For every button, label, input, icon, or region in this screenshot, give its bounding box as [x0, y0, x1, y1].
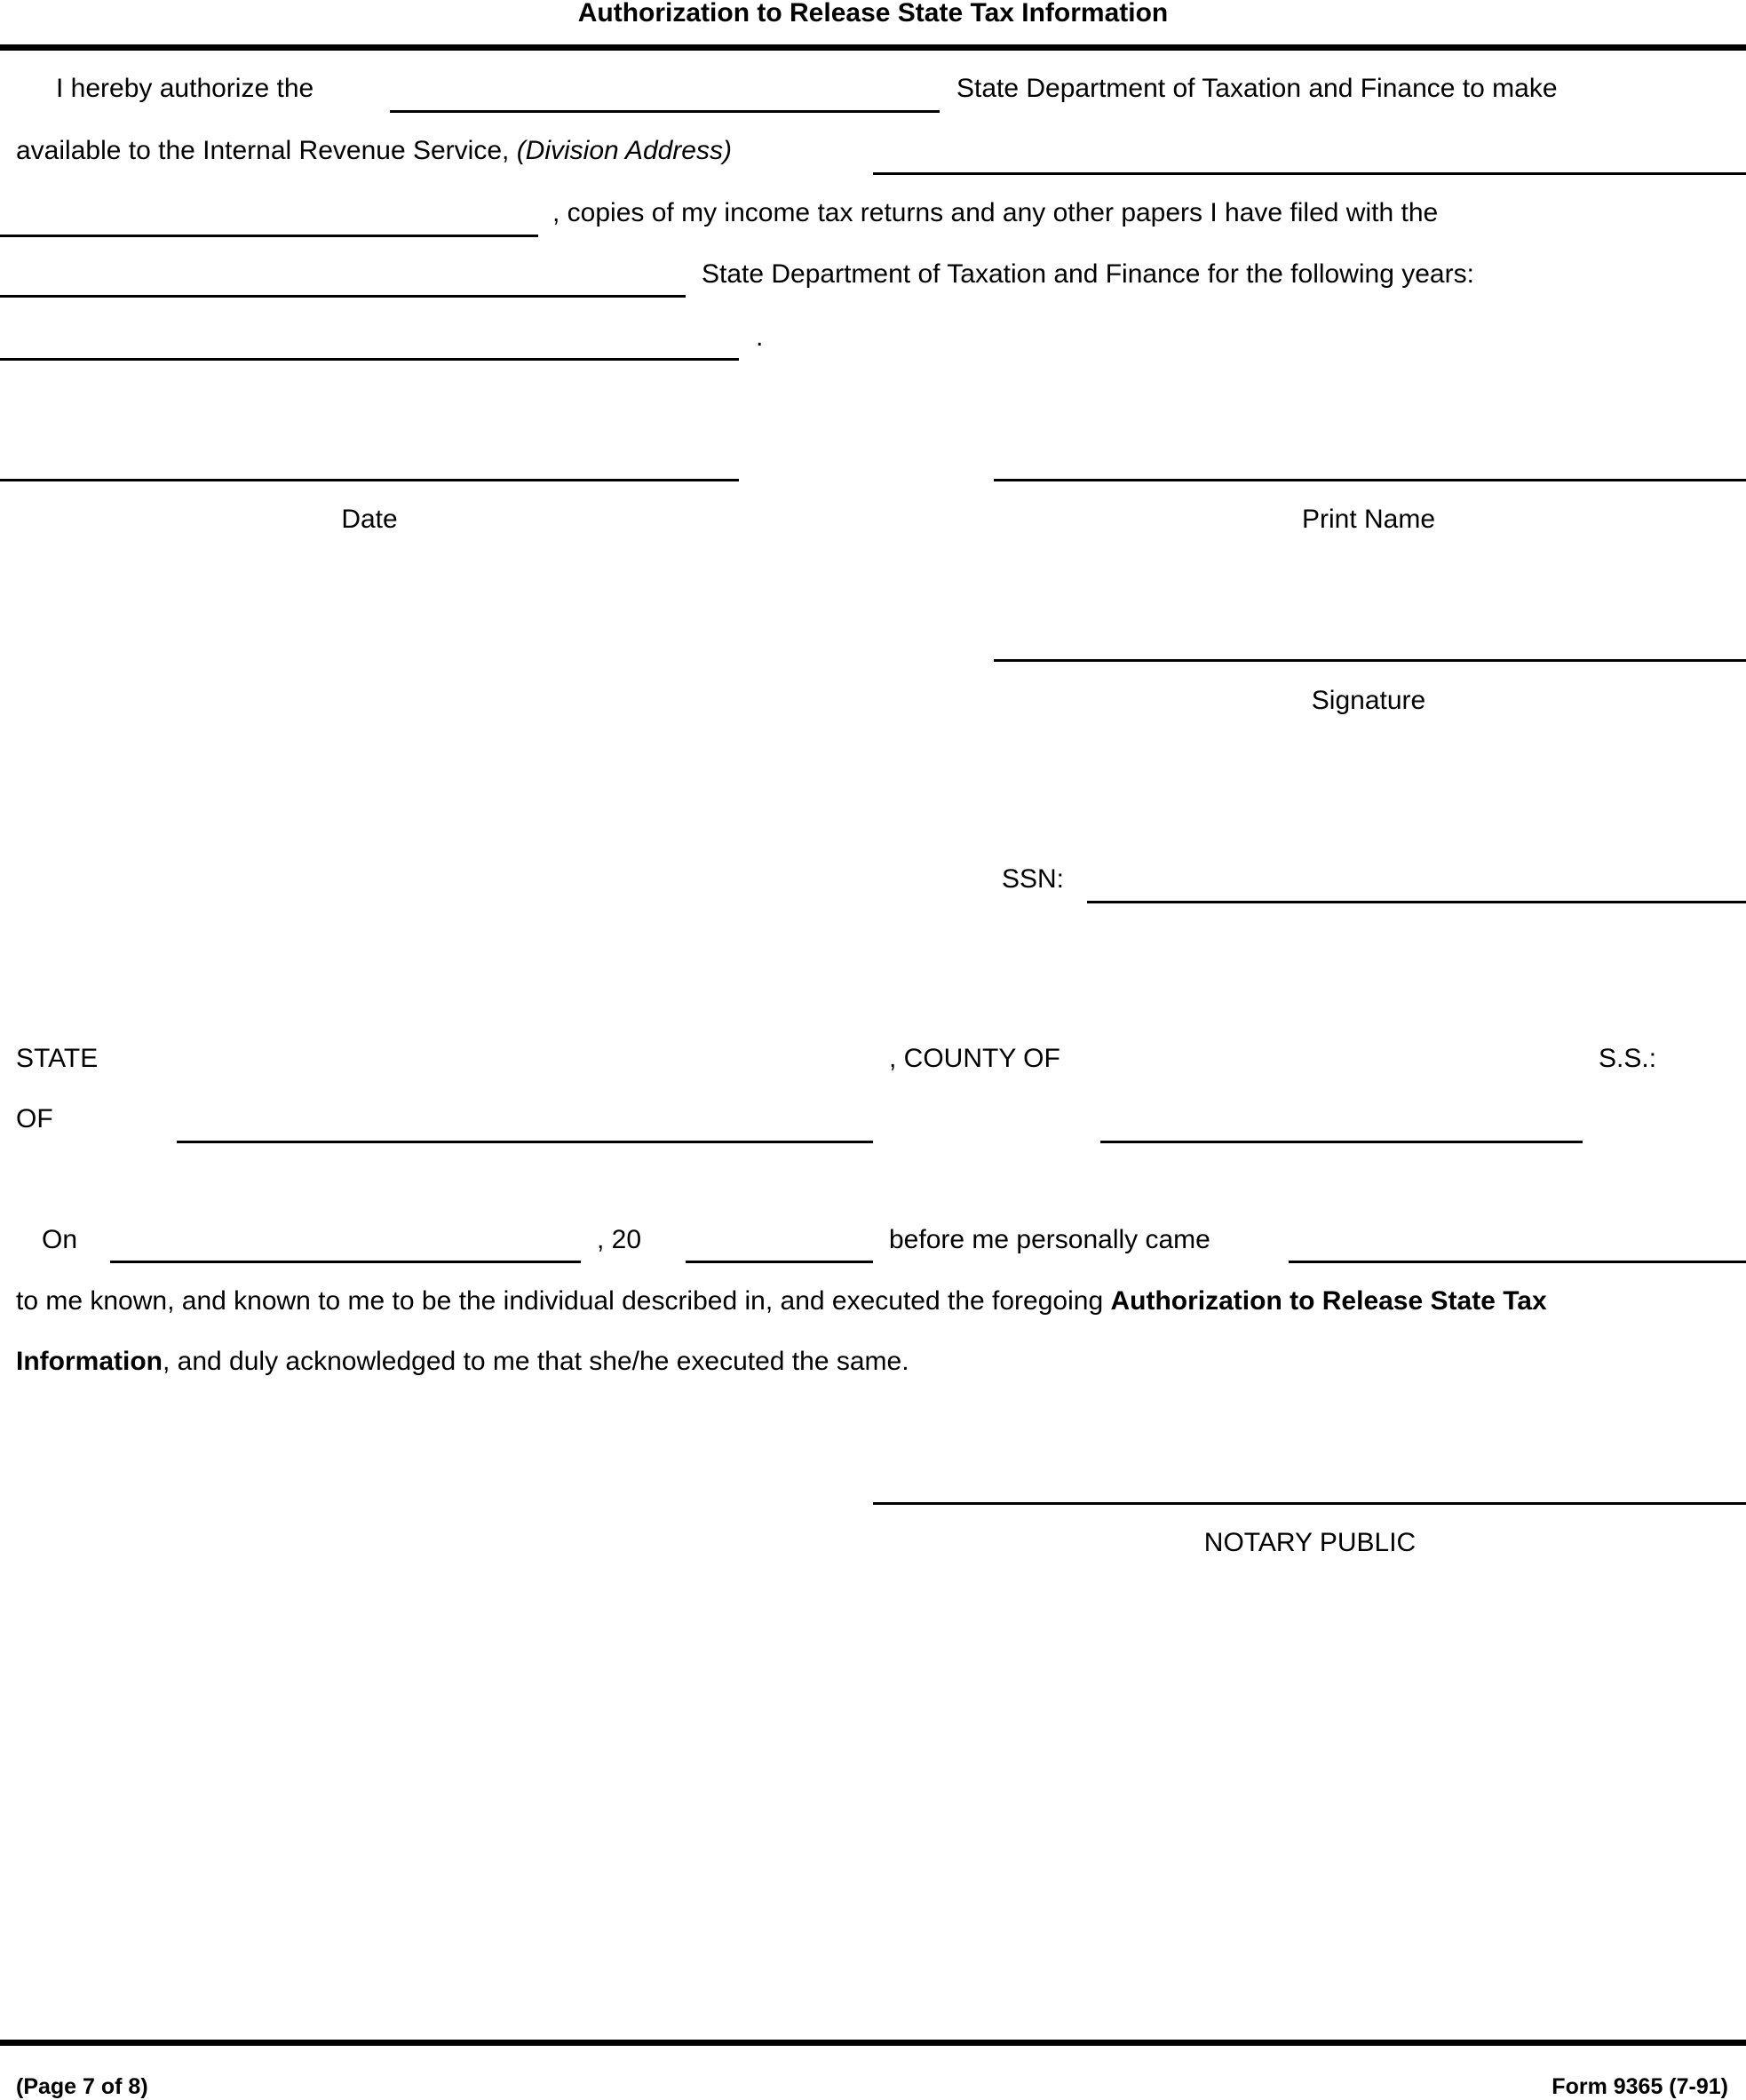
period: . — [756, 322, 764, 352]
notary-signature-field[interactable] — [873, 1502, 1746, 1505]
following-years-text: State Department of Taxation and Finance for the following years: — [702, 259, 1474, 289]
date-label: Date — [341, 505, 398, 534]
acknowledgment-line-1 — [16, 1288, 1547, 1315]
state-of-label-2: OF — [16, 1104, 53, 1134]
irs-text-plain: available to the Internal Revenue Service, — [16, 136, 510, 165]
ssn-label: SSN: — [1002, 864, 1065, 894]
form-number: Form 9365 (7-91) — [1552, 2074, 1728, 2099]
before-me-label: before me personally came — [889, 1225, 1210, 1254]
date-field[interactable] — [0, 479, 739, 481]
authorize-text-2: State Department of Taxation and Finance to make — [956, 74, 1558, 103]
page-number: (Page 7 of 8) — [16, 2074, 148, 2099]
county-of-label: , COUNTY OF — [889, 1044, 1060, 1073]
state-name-field-2[interactable] — [0, 295, 686, 298]
years-field[interactable] — [0, 358, 739, 361]
acknowledgment-text: to me known, and known to me to be the individual described in, and executed the foregoing — [16, 1286, 1111, 1316]
on-label: On — [42, 1225, 78, 1254]
irs-text — [16, 138, 732, 164]
ssn-field[interactable] — [1087, 901, 1746, 903]
copies-text: , copies of my income tax returns and any other papers I have filed with the — [552, 198, 1439, 227]
signature-label: Signature — [1311, 686, 1426, 715]
print-name-field[interactable] — [994, 479, 1746, 481]
acknowledgment-line-2 — [16, 1348, 909, 1375]
division-address-field-1[interactable] — [873, 172, 1746, 175]
notary-date-field[interactable] — [110, 1261, 581, 1263]
acknowledgment-form-name: Authorization to Release State Tax — [1110, 1286, 1547, 1316]
page-title: Authorization to Release State Tax Information — [577, 0, 1169, 28]
notary-public-label: NOTARY PUBLIC — [1203, 1528, 1417, 1557]
person-name-field[interactable] — [1289, 1261, 1746, 1263]
bottom-rule — [0, 2040, 1746, 2046]
county-field[interactable] — [1100, 1141, 1583, 1143]
authorize-text: I hereby authorize the — [56, 74, 314, 103]
print-name-label: Print Name — [1301, 505, 1436, 534]
acknowledgment-form-name-2: Information — [16, 1347, 163, 1376]
notary-year-field[interactable] — [686, 1261, 873, 1263]
state-field[interactable] — [177, 1141, 873, 1143]
acknowledgment-text-2: , and duly acknowledged to me that she/he executed the same. — [163, 1347, 909, 1376]
signature-field[interactable] — [994, 659, 1746, 662]
division-address-label: (Division Address) — [516, 136, 732, 165]
top-rule — [0, 44, 1746, 51]
division-address-field-2[interactable] — [0, 235, 538, 237]
state-name-field[interactable] — [390, 110, 940, 113]
state-of-label: STATE — [16, 1044, 99, 1073]
ss-label: S.S.: — [1599, 1044, 1657, 1073]
year-prefix: , 20 — [597, 1225, 642, 1254]
